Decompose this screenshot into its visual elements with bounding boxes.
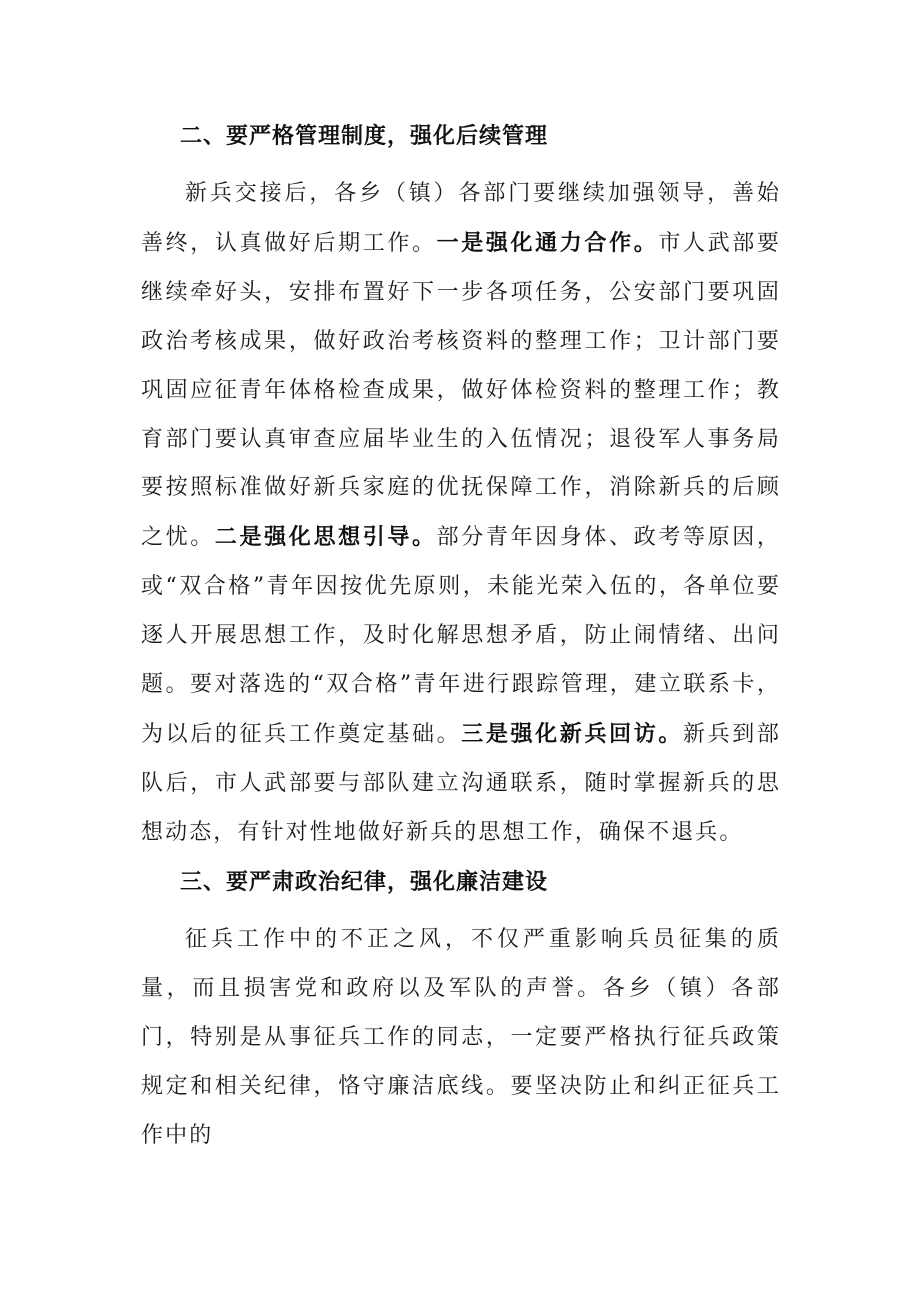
bold-point-3: 三是强化新兵回访。 xyxy=(461,720,683,747)
section-heading-3: 三、要严肃政治纪律，强化廉洁建设 xyxy=(180,869,549,895)
section-2-paragraph xyxy=(141,170,781,858)
section-heading-2: 二、要严格管理制度，强化后续管理 xyxy=(180,123,549,149)
paragraph-text: 新兵交接后，各乡（镇）各部门要继续加强领导，善始善终，认真做好后期工作。 xyxy=(141,181,781,256)
paragraph-text: 市人武部要继续牵好头，安排布置好下一步各项任务，公安部门要巩固政治考核成果，做好政治考核资料的整理工作；卫计部门要巩固应征青年体格检查成果，做好体检资料的整理工作；教育部门要认真审查应届毕业生的入伍情况；退役军人事务局要按照标准做好新兵家庭的优抚保障工作，消除新兵的后顾之忧。 xyxy=(141,230,781,551)
bold-point-2: 二是强化思想引导。 xyxy=(214,524,437,551)
paragraph-text: 部分青年因身体、政考等原因，或“双合格”青年因按优先原则，未能光荣入伍的，各单位要逐人开展思想工作，及时化解思想矛盾，防止闹情绪、出问题。要对落选的“双合格”青年进行跟踪管理，建立联系卡，为以后的征兵工作奠定基础。 xyxy=(141,525,781,747)
section-3-paragraph: 征兵工作中的不正之风，不仅严重影响兵员征集的质量，而且损害党和政府以及军队的声誉。各乡（镇）各部门，特别是从事征兵工作的同志，一定要严格执行征兵政策规定和相关纪律，恪守廉洁底线。要坚决防止和纠正征兵工作中的 xyxy=(141,927,781,1148)
bold-point-1: 一是强化通力合作。 xyxy=(436,229,659,256)
paragraph-text: 新兵到部队后，市人武部要与部队建立沟通联系，随时掌握新兵的思想动态，有针对性地做好新兵的思想工作，确保不退兵。 xyxy=(141,721,781,845)
